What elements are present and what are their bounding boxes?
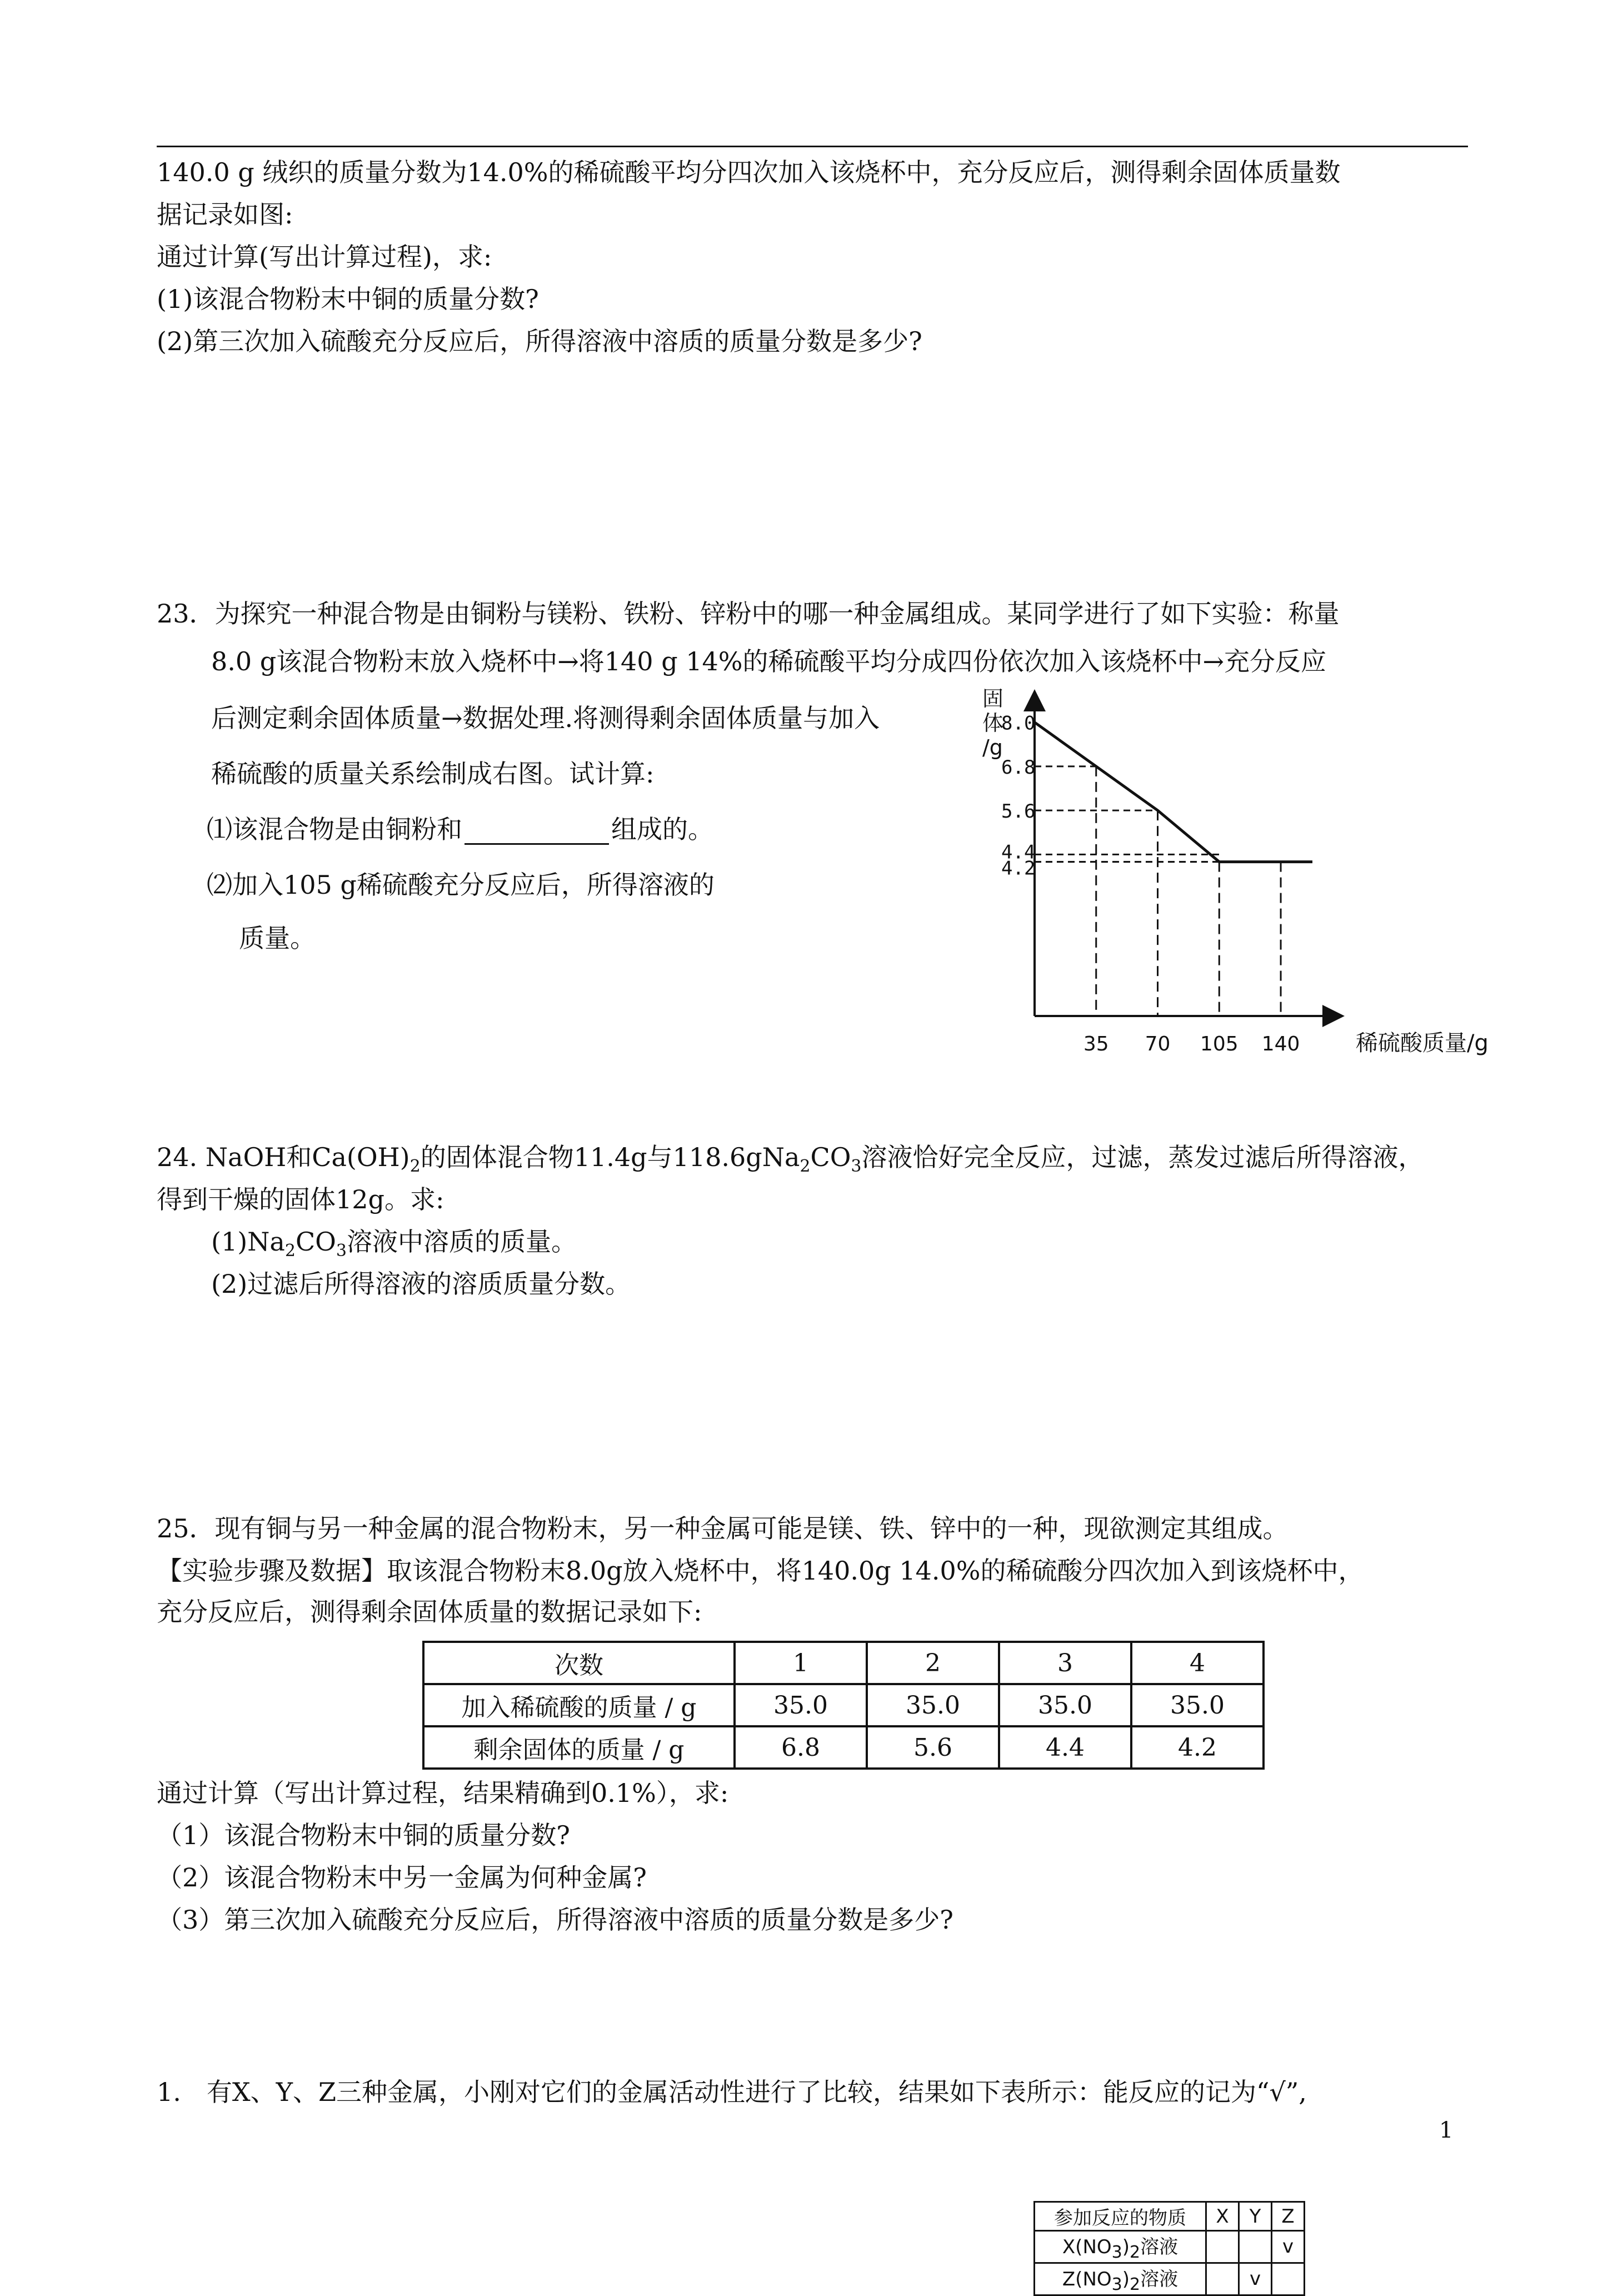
- q23-part2b: 质量。: [239, 923, 316, 953]
- answer-blank[interactable]: [465, 819, 609, 845]
- cell-text: Z(NO: [1062, 2268, 1112, 2290]
- table-cell: 6.8: [735, 1726, 867, 1769]
- x-tick-label: 70: [1145, 1033, 1171, 1055]
- table-cell: 35.0: [867, 1684, 999, 1726]
- page-number: 1: [1439, 2118, 1454, 2143]
- q25-part2: （2）该混合物粉末中另一金属为何种金属?: [157, 1862, 647, 1892]
- q25-line: 25．现有铜与另一种金属的混合物粉末，另一种金属可能是镁、铁、锌中的一种，现欲测定其组成。: [157, 1513, 1289, 1543]
- cell-sub: 2: [1130, 2274, 1141, 2294]
- table-row: [1035, 2263, 1305, 2295]
- table-cell: [1035, 2231, 1206, 2263]
- table-cell: X: [1206, 2202, 1239, 2231]
- y-axis-label: /g: [982, 735, 1003, 760]
- q24-sub: 3: [851, 1157, 862, 1177]
- table-cell: [1206, 2231, 1239, 2263]
- q24-text: 溶液中溶质的质量。: [346, 1227, 577, 1257]
- q1-line: 1. 有X、Y、Z三种金属，小刚对它们的金属活动性进行了比较，结果如下表所示：能反应的记为“√”,: [157, 2077, 1307, 2107]
- y-tick-label: 5.6: [1001, 800, 1036, 823]
- y-tick-label: 4.2: [1001, 857, 1036, 880]
- q23-line: 后测定剩余固体质量→数据处理.将测得剩余固体质量与加入: [211, 703, 880, 733]
- cell-sub: 3: [1111, 2242, 1122, 2262]
- table-row: [423, 1726, 1264, 1769]
- table-cell: 4.4: [999, 1726, 1131, 1769]
- q23-part1: [207, 814, 713, 845]
- q24-text: (1)Na: [211, 1227, 285, 1257]
- cell-text: ): [1122, 2236, 1130, 2258]
- q24-part1: [211, 1226, 577, 1267]
- x-tick-label: 105: [1200, 1033, 1239, 1055]
- table-cell: [1206, 2263, 1239, 2295]
- q25-line: 充分反应后，测得剩余固体质量的数据记录如下:: [157, 1597, 702, 1627]
- table-cell: [1272, 2263, 1305, 2295]
- table-header-row: [1035, 2202, 1305, 2231]
- q24-text: 的固体混合物11.4g与118.6gNa: [420, 1142, 800, 1172]
- q23-part1-text: ⑴该混合物是由铜粉和: [207, 814, 462, 844]
- q24-text: CO: [810, 1142, 851, 1172]
- q24-sub: 2: [410, 1157, 421, 1177]
- cell-text: X(NO: [1062, 2236, 1112, 2258]
- table-cell: 次数: [423, 1642, 735, 1684]
- q24-part2: (2)过滤后所得溶液的溶质质量分数。: [211, 1269, 631, 1299]
- header-rule: [157, 146, 1468, 147]
- comparison-table: [1033, 2201, 1305, 2296]
- y-tick-label: 4.4: [1001, 841, 1036, 864]
- text-line: 据记录如图:: [157, 200, 293, 230]
- q23-line: 23．为探究一种混合物是由铜粉与镁粉、铁粉、锌粉中的哪一种金属组成。某同学进行了如下实验：称量: [157, 599, 1340, 629]
- question-2: (2)第三次加入硫酸充分反应后，所得溶液中溶质的质量分数是多少?: [157, 326, 922, 356]
- table-cell: 3: [999, 1642, 1131, 1684]
- cell-sub: 2: [1130, 2242, 1141, 2262]
- data-table: [422, 1641, 1265, 1770]
- cell-text: 溶液: [1140, 2236, 1178, 2258]
- y-tick-label: 8.0: [1001, 712, 1036, 735]
- table-cell: 1: [735, 1642, 867, 1684]
- table-cell: Z: [1272, 2202, 1305, 2231]
- table-cell: 5.6: [867, 1726, 999, 1769]
- table-cell: 35.0: [999, 1684, 1131, 1726]
- table-cell: v: [1272, 2231, 1305, 2263]
- table-cell: 35.0: [1131, 1684, 1264, 1726]
- table-cell: 4.2: [1131, 1726, 1264, 1769]
- y-tick-label: 6.8: [1001, 756, 1036, 779]
- text-line: 140.0 g 绒织的质量分数为14.0%的稀硫酸平均分四次加入该烧杯中，充分反应后，测得剩余固体质量数: [157, 157, 1341, 187]
- x-tick-label: 35: [1083, 1033, 1109, 1055]
- q25-line: 【实验步骤及数据】取该混合物粉末8.0g放入烧杯中，将140.0g 14.0%的稀硫酸分四次加入到该烧杯中，: [157, 1556, 1364, 1586]
- q23-line: 8.0 g该混合物粉末放入烧杯中→将140 g 14%的稀硫酸平均分成四份依次加入该烧杯中→充分反应: [211, 646, 1327, 676]
- x-tick-label: 140: [1261, 1033, 1300, 1055]
- question-1: (1)该混合物粉末中铜的质量分数?: [157, 284, 539, 314]
- q24-sub: 3: [336, 1241, 347, 1261]
- table-cell: 2: [867, 1642, 999, 1684]
- x-axis-label: 稀硫酸质量/g: [1356, 1030, 1489, 1056]
- table-cell: 参加反应的物质: [1035, 2202, 1206, 2231]
- q24-text: 24. NaOH和Ca(OH): [157, 1142, 410, 1172]
- table-cell: Y: [1239, 2202, 1272, 2231]
- table-cell: 4: [1131, 1642, 1264, 1684]
- q24-sub: 2: [284, 1241, 296, 1261]
- table-header-row: [423, 1642, 1264, 1684]
- data-line: [1035, 723, 1281, 862]
- q23-part2: ⑵加入105 g稀硫酸充分反应后，所得溶液的: [207, 870, 715, 900]
- text-line: 通过计算(写出计算过程)，求:: [157, 242, 492, 272]
- table-cell: [1035, 2263, 1206, 2295]
- q23-line: 稀硫酸的质量关系绘制成右图。试计算:: [211, 759, 655, 789]
- cell-text: 溶液: [1140, 2268, 1178, 2290]
- q23-part1-text: 组成的。: [611, 814, 713, 844]
- q25-part1: （1）该混合物粉末中铜的质量分数?: [157, 1820, 570, 1850]
- cell-sub: 3: [1111, 2274, 1122, 2294]
- y-axis-label: 固: [982, 686, 1004, 711]
- table-cell: 剩余固体的质量 / g: [423, 1726, 735, 1769]
- table-row: [423, 1684, 1264, 1726]
- y-axis-label: 体: [982, 711, 1004, 735]
- q24-line2: 得到干燥的固体12g。求:: [157, 1184, 445, 1214]
- table-row: [1035, 2231, 1305, 2263]
- q25-line: 通过计算（写出计算过程，结果精确到0.1%），求:: [157, 1778, 729, 1808]
- q25-part3: （3）第三次加入硫酸充分反应后，所得溶液中溶质的质量分数是多少?: [157, 1905, 953, 1935]
- table-cell: [1239, 2231, 1272, 2263]
- table-cell: v: [1239, 2263, 1272, 2295]
- q24-text: 溶液恰好完全反应，过滤，蒸发过滤后所得溶液，: [861, 1142, 1424, 1172]
- q24-sub: 2: [800, 1157, 811, 1177]
- q24-text: CO: [295, 1227, 336, 1257]
- cell-text: ): [1122, 2268, 1130, 2290]
- q24-line1: [157, 1142, 1424, 1182]
- table-cell: 35.0: [735, 1684, 867, 1726]
- table-cell: 加入稀硫酸的质量 / g: [423, 1684, 735, 1726]
- mass-chart: [967, 684, 1489, 1067]
